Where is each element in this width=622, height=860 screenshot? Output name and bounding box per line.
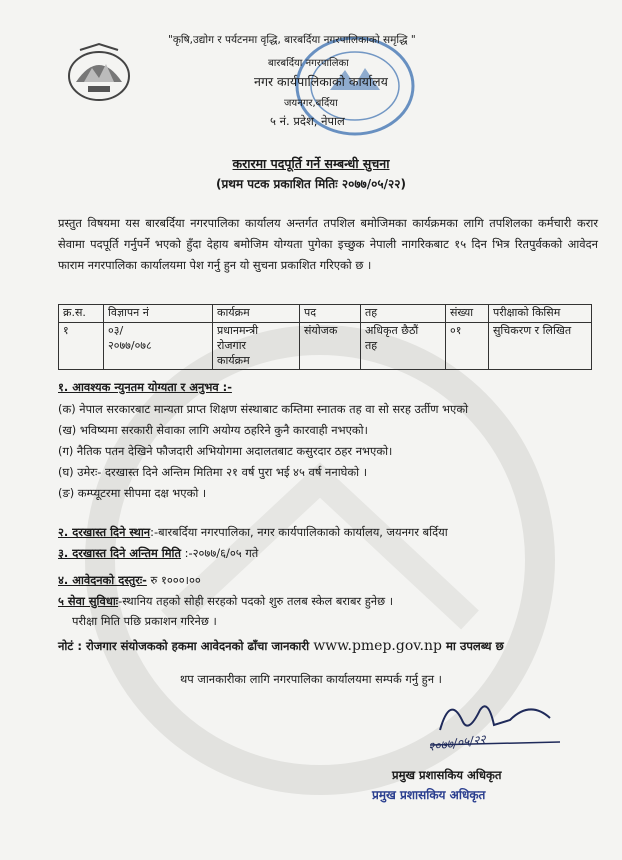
table-header: परीक्षाको किसिम bbox=[489, 305, 592, 323]
table-cell: अधिकृत छैठौं तह bbox=[361, 322, 446, 370]
notice-subtitle: (प्रथम पटक प्रकाशित मितिः २०७७/०५/२२) bbox=[215, 177, 407, 191]
note-label: नोटं : रोजगार संयोजकको हकमा आवेदनको ढाँचा जानकारी bbox=[58, 639, 310, 653]
list-item: (ग) नैतिक पतन देखिने फौजदारी अभियोगमा अदालतबाट कसुरदार ठहर नभएको। bbox=[58, 444, 393, 458]
application-place bbox=[58, 525, 448, 539]
application-deadline-label: ३. दरखास्त दिने अन्तिम मिति bbox=[58, 546, 182, 560]
list-item: (ख) भविष्यमा सरकारी सेवाका लागि अयोग्य ठहरिने कुनै कारवाही नभएको। bbox=[58, 423, 368, 437]
pmep-link[interactable]: www.pmep.gov.np bbox=[313, 638, 442, 654]
service-facility bbox=[58, 594, 393, 608]
table-header: तह bbox=[361, 305, 446, 323]
officer-stamp: प्रमुख प्रशासकिय अधिकृत bbox=[372, 788, 486, 802]
table-cell: ०१ bbox=[446, 322, 489, 370]
table-header: पद bbox=[300, 305, 361, 323]
table-header: क्र.स. bbox=[59, 305, 104, 323]
application-fee-value: रु १०००।०० bbox=[146, 573, 201, 587]
table-cell: १ bbox=[59, 322, 104, 370]
application-place-label: २. दरखास्त दिने स्थान bbox=[58, 525, 151, 539]
list-item: (घ) उमेरः- दरखास्त दिने अन्तिम मितिमा २१ वर्ष पुरा भई ४५ वर्ष ननाघेको । bbox=[58, 465, 368, 479]
application-place-value: :-बारबर्दिया नगरपालिका, नगर कार्यपालिकाको कार्यालय, जयनगर बर्दिया bbox=[150, 525, 448, 539]
table-cell: संयोजक bbox=[300, 322, 361, 370]
application-fee bbox=[58, 573, 201, 587]
note-suffix: मा उपलब्ध छ bbox=[446, 639, 504, 653]
table-row bbox=[59, 322, 592, 370]
application-fee-label: ४. आवेदनको दस्तुरः- bbox=[58, 573, 147, 587]
notice-body: प्रस्तुत विषयमा यस बारबर्दिया नगरपालिका कार्यालय अन्तर्गत तपशिल बमोजिमका कार्यक्रमका लागि तपशिलका कर्मचारी करार सेवामा पदपूर्ति गर्नुपर्ने भएको हुँदा देहाय बमोजिम योग्यता पुगेका इच्छुक नेपाली नागरिकबाट १५ दिन भित्र रितपुर्वकको आवेदन फाराम नगरपालिका कार्यालयमा पेश गर्नु हुन यो सुचना प्रकाशित गरिएको छ । bbox=[58, 216, 598, 272]
signature-date: २०७७/०५/२२ bbox=[427, 732, 487, 754]
slogan: "कृषि,उद्योग र पर्यटनमा वृद्धि, बारबर्दिया नगरपालिकाको समृद्धि " bbox=[168, 34, 416, 46]
notice-title: करारमा पदपूर्ति गर्ने सम्बन्धी सुचना bbox=[232, 156, 390, 171]
province: ५ नं. प्रदेश, नेपाल bbox=[270, 114, 345, 128]
officer-title: प्रमुख प्रशासकिय अधिकृत bbox=[392, 768, 502, 782]
table-header: संख्या bbox=[446, 305, 489, 323]
exam-date-note: परीक्षा मिति पछि प्रकाशन गरिनेछ । bbox=[72, 614, 217, 628]
office-name: नगर कार्यपालिकाको कार्यालय bbox=[254, 74, 388, 89]
note bbox=[58, 638, 504, 656]
application-deadline-value: :-२०७७/६/०५ गते bbox=[181, 546, 259, 560]
vacancy-table bbox=[58, 304, 592, 370]
table-cell: प्रधानमन्त्री रोजगार कार्यक्रम bbox=[213, 322, 300, 370]
table-header: कार्यक्रम bbox=[213, 305, 300, 323]
table-cell: ०३/ २०७७/०७८ bbox=[104, 322, 213, 370]
list-item: (ङ) कम्प्यूटरमा सीपमा दक्ष भएको । bbox=[58, 486, 207, 500]
nepal-emblem-icon bbox=[66, 42, 132, 104]
table-header-row bbox=[59, 305, 592, 323]
contact-note: थप जानकारीका लागि नगरपालिका कार्यालयमा सम्पर्क गर्नु हुन । bbox=[180, 672, 442, 686]
service-facility-label: ५ सेवा सुविधाः bbox=[58, 594, 119, 608]
office-place: जयनगर,बर्दिया bbox=[284, 98, 338, 109]
application-deadline bbox=[58, 546, 258, 560]
service-facility-value: -स्थानिय तहको सोही सरहको पदको शुरु तलब स्केल बराबर हुनेछ । bbox=[118, 594, 394, 608]
table-cell: सुचिकरण र लिखित bbox=[489, 322, 592, 370]
list-item: (क) नेपाल सरकारबाट मान्यता प्राप्त शिक्षण संस्थाबाट कम्तिमा स्नातक तह वा सो सरह उर्तीण भएको bbox=[58, 402, 469, 416]
table-header: विज्ञापन नं bbox=[104, 305, 213, 323]
qualifications-heading: १. आवश्यक न्युनतम योग्यता र अनुभव :- bbox=[58, 380, 232, 394]
municipality-name: बारबर्दिया नगरपालिका bbox=[268, 58, 349, 69]
